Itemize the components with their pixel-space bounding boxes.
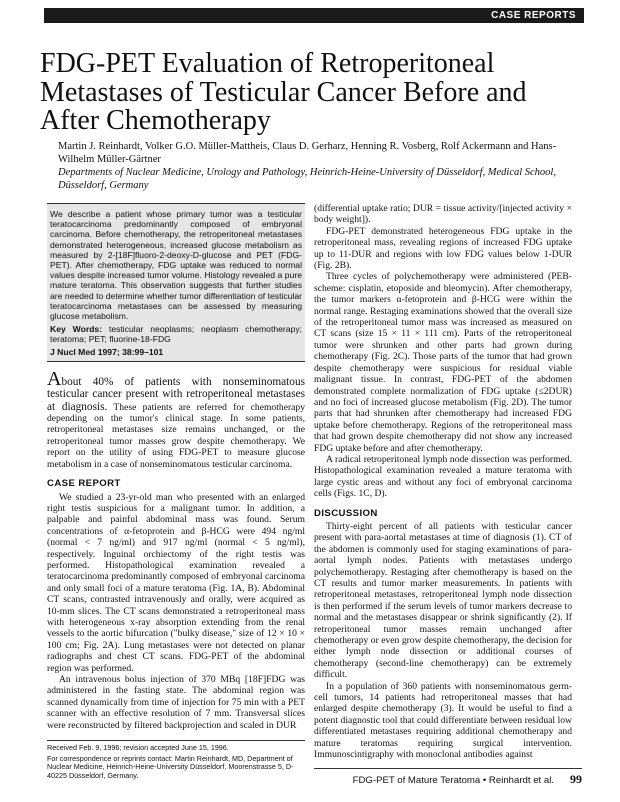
page-number: 99 [570,772,582,786]
intro-text: These patients are referred for chemotherapy depending on the tumor's clinical stage. In some patients, retroperitoneal metastases size remains unchanged, or the retroperitoneal tumor masses grow despite chemotherapy. We report on the utility of using FDG-PET to measure glucose metabolism in a case of nonseminomatous testicular carcinoma. [47,401,306,470]
footnote-correspondence: For correspondence or reprints contact: Martin Reinhardt, MD, Department of Nuclear Medicine, Heinrich-Heine-University Düsseldorf, Moorenstrasse 5, D-40225 Düsseldorf, Germany. [47,753,294,780]
discussion-paragraph-1: Thirty-eight percent of all patients with testicular cancer present with para-aortal metastases at time of diagnosis (1). CT of the abdomen is commonly used for staging examinations of para-aortal lymph nodes. Patients with metastases undergo polychemotherapy. Restaging after chemotherapy is based on the CT results and tumor marker measurements. In patients with retroperitoneal metastases, retroperitoneal lymph node dissection is then performed if the serum levels of tumor markers decrease to normal and the metastases disappear or shrink significantly (2). If retroperitoneal tumor masses remain unchanged after chemotherapy or even grow despite chemotherapy, the decision for either lymph node dissection or additional courses of chemotherapy (second-line chemotherapy) can be extremely difficult. [314,520,572,681]
abstract-box [47,203,305,362]
right-paragraph-2: Three cycles of polychemotherapy were administered (PEB-scheme: cisplatin, etoposide and bleomycin). After chemotherapy, the tumor markers α-fetoprotein and β-HCG were within the normal range. Restaging examinations showed that the overall size of the retroperitoneal tumor mass was increased as measured on CT scans (size 15 × 11 × 111 cm). Parts of the retroperitoneal tumor were shrunken and other parts had grown during chemotherapy (Fig. 2C). Those parts of the tumor that had grown despite chemotherapy were suspicious for residual viable malignant tissue. In contrast, FDG-PET of the abdomen demonstrated complete normalization of FDG uptake (≤2DUR) and no foci of increased glucose metabolism (Fig. 2D). The tumor parts that had shrunken after chemotherapy had increased FDG uptake before chemotherapy. Regions of the retroperitoneal mass that had grown despite chemotherapy did not show any increased FDG uptake before and after chemotherapy. [314,271,572,454]
left-column [47,203,305,731]
intro-paragraph [47,367,306,470]
footnote [47,740,305,782]
drop-cap: A [47,367,62,390]
discussion-paragraph-2: In a population of 360 patients with nonseminomatous germ-cell tumors, 14 patients had retroperitoneal masses that had enlarged despite chemotherapy (3). It would be useful to find a potent diagnostic tool that could differentiate between residual low differentiated metastases requiring additional chemotherapy and mature teratomas requiring surgical intervention. Immunoscintigraphy with monoclonal antibodies against [314,680,572,761]
abstract-text: We describe a patient whose primary tumor was a testicular teratocarcinoma predominantly composed of embryonal carcinoma. Before chemotherapy, the retroperitoneal metastases demonstrated heterogeneous, increased glucose metabolism as measured by 2-[18F]fluoro-2-deoxy-D-glucose and PET (FDG-PET). After chemotherapy, FDG uptake was reduced to normal values despite increased tumor volume. Histology revealed a pure mature teratoma. This observation suggests that further studies are needed to determine whether tumor differentiation of testicular teratocarcinoma metastases can be assessed by measuring glucose metabolism. [50,209,302,322]
case-report-heading: CASE REPORT [47,478,121,490]
case-paragraph-1: We studied a 23-yr-old man who presented with an enlarged right testis suspicious for a malignant tumor. In addition, a palpable and painful abdominal mass was found. Serum concentrations of α-fetoprotein and β-HCG were 494 ng/ml (normal < 7 ng/ml) and 917 ng/ml (normal < 5 ng/ml), respectively. Inguinal orchiectomy of the right testis was performed. Histopathological examination revealed a teratocarcinoma predominantly composed of embryonal carcinoma and only small foci of a mature teratoma (Fig. 1A, B). Abdominal CT scans, contrasted intravenously and orally, were acquired as 10-mm slices. The CT scans demonstrated a retroperitoneal mass with heterogeneous x-ray absorption extending from the renal vessels to the aortic bifurcation ("bulky disease," size of 12 × 10 × 100 cm; Fig. 2A). Lung metastases were not detected on planar radiographs and chest CT scans. FDG-PET of the abdominal region was performed. [47,491,305,674]
section-label: CASE REPORTS [44,8,584,23]
right-paragraph-1: FDG-PET demonstrated heterogeneous FDG uptake in the retroperitoneal mass, revealing regions of increased FDG uptake up to 11-DUR and regions with low FDG values below 1-DUR (Fig. 2B). [314,225,572,272]
author-list: Martin J. Reinhardt, Volker G.O. Müller-Mattheis, Claus D. Gerharz, Henning R. Vosberg, Rolf Ackermann and Hans-Wilhelm Müller-Gärtner [58,141,557,165]
page-footer [314,768,582,787]
keywords-label: Key Words: [50,324,103,335]
right-paragraph-0: (differential uptake ratio; DUR = tissue activity/[injected activity × body weight]). [314,203,572,226]
keywords [50,324,302,344]
discussion-heading: DISCUSSION [314,507,378,519]
right-column [314,203,572,761]
footnote-received: Received Feb. 9, 1996; revision accepted June 15, 1996. [47,743,229,752]
journal-citation: J Nucl Med 1997; 38:99–101 [50,346,164,357]
affiliation: Departments of Nuclear Medicine, Urology and Pathology, Heinrich-Heine-University of Düsseldorf, Medical School, Düsseldorf, Germany [58,167,556,191]
article-title: FDG-PET Evaluation of Retroperitoneal Metastases of Testicular Cancer Before and After Chemotherapy [40,48,527,136]
right-paragraph-3: A radical retroperitoneal lymph node dissection was performed. Histopathological examination revealed a mature teratoma with large cystic areas and without any foci of embryonal carcinoma cells (Figs. 1C, D). [314,453,572,500]
keywords-text: testicular neoplasms; neoplasm chemotherapy; teratoma; PET; fluorine-18-FDG [50,324,303,345]
running-title: FDG-PET of Mature Teratoma • Reinhardt et al. [352,775,554,786]
intro-lead: bout 40% of patients with nonseminomatous testicular cancer present with retroperitoneal metastases at diagnosis. [47,375,305,413]
case-paragraph-2: An intravenous bolus injection of 370 MBq [18F]FDG was administered in the fasting state. The abdominal region was scanned dynamically from time of injection for 75 min with a PET scanner with an effective resolution of 7 mm. Transversal slices were reconstructed by filtered backprojection and scaled in DUR [47,674,305,731]
